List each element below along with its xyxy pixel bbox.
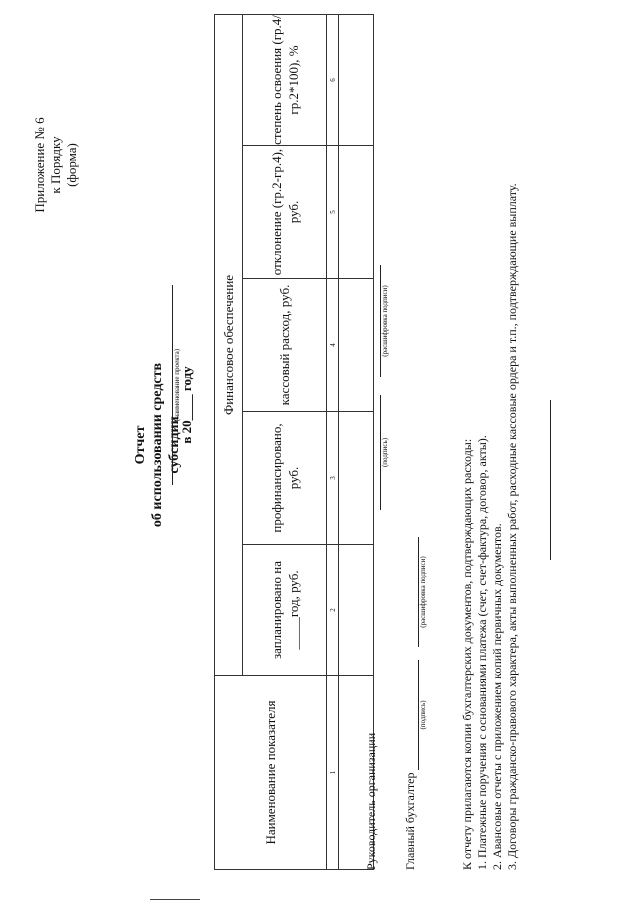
- notes-item-2: 2. Авансовые отчеты с приложением копий первичных документов.: [490, 523, 504, 870]
- accountant-decode-caption: (расшифровка подписи): [419, 556, 427, 628]
- notes-item-3: 3. Договоры гражданско-правового характера, акты выполненных работ, расходные кассовые ордера и т.п., подтверждающие выплату.: [505, 183, 519, 870]
- table-cell[interactable]: [339, 545, 374, 676]
- col-header-financed: профинансировано, руб.: [243, 412, 327, 545]
- year-prefix: в 20: [179, 420, 194, 444]
- notes-item-1: 1. Платежные поручения с основаниями платежа (счет, счет-фактура, договор, акты).: [475, 435, 489, 870]
- project-name-caption: (наименование проекта): [173, 348, 181, 422]
- appendix-line-1: Приложение № 6: [32, 117, 47, 213]
- appendix-header: [32, 65, 80, 265]
- group-header-financing: Финансовое обеспечение: [215, 14, 243, 675]
- head-label: Руководитель организации: [364, 732, 378, 870]
- table-cell[interactable]: [339, 412, 374, 545]
- col-header-indicator: Наименование показателя: [215, 676, 327, 870]
- col-number: 3: [327, 412, 339, 545]
- col-header-deviation: отклонение (гр.2-гр.4), руб.: [243, 146, 327, 279]
- appendix-line-3: (форма): [64, 143, 79, 187]
- table-cell[interactable]: [339, 279, 374, 412]
- col-header-cash-expense: кассовый расход, руб.: [243, 279, 327, 412]
- notes-intro: К отчету прилагаются копии бухгалтерских документов, подтверждающих расходы:: [460, 438, 474, 870]
- year-blank: ____: [179, 394, 194, 421]
- financial-table: [214, 14, 374, 870]
- accountant-sign-caption: (подпись): [419, 700, 427, 730]
- year-suffix: году: [179, 366, 194, 392]
- title-line-1: Отчет: [133, 425, 148, 465]
- table-cell[interactable]: [339, 146, 374, 279]
- col-number: 1: [327, 676, 339, 870]
- scan-mark: [150, 898, 200, 900]
- report-year: [179, 275, 195, 535]
- col-header-completion: степень освоения (гр.4/гр.2*100), %: [243, 14, 327, 145]
- col-number: 5: [327, 146, 339, 279]
- blank-line: [550, 400, 551, 560]
- col-number: 6: [327, 14, 339, 145]
- col-number: 4: [327, 279, 339, 412]
- accountant-label: Главный бухгалтер: [403, 772, 417, 870]
- head-sign-caption: (подпись): [381, 437, 389, 468]
- head-decode-caption: (расшифровка подписи): [381, 285, 389, 357]
- attachments-notes: [460, 10, 520, 870]
- col-header-planned: запланировано на _____год, руб.: [243, 545, 327, 676]
- title-line-2: об использовании средств субсидии: [150, 362, 182, 528]
- appendix-line-2: к Порядку: [48, 136, 63, 194]
- table-cell[interactable]: [339, 14, 374, 145]
- col-number: 2: [327, 545, 339, 676]
